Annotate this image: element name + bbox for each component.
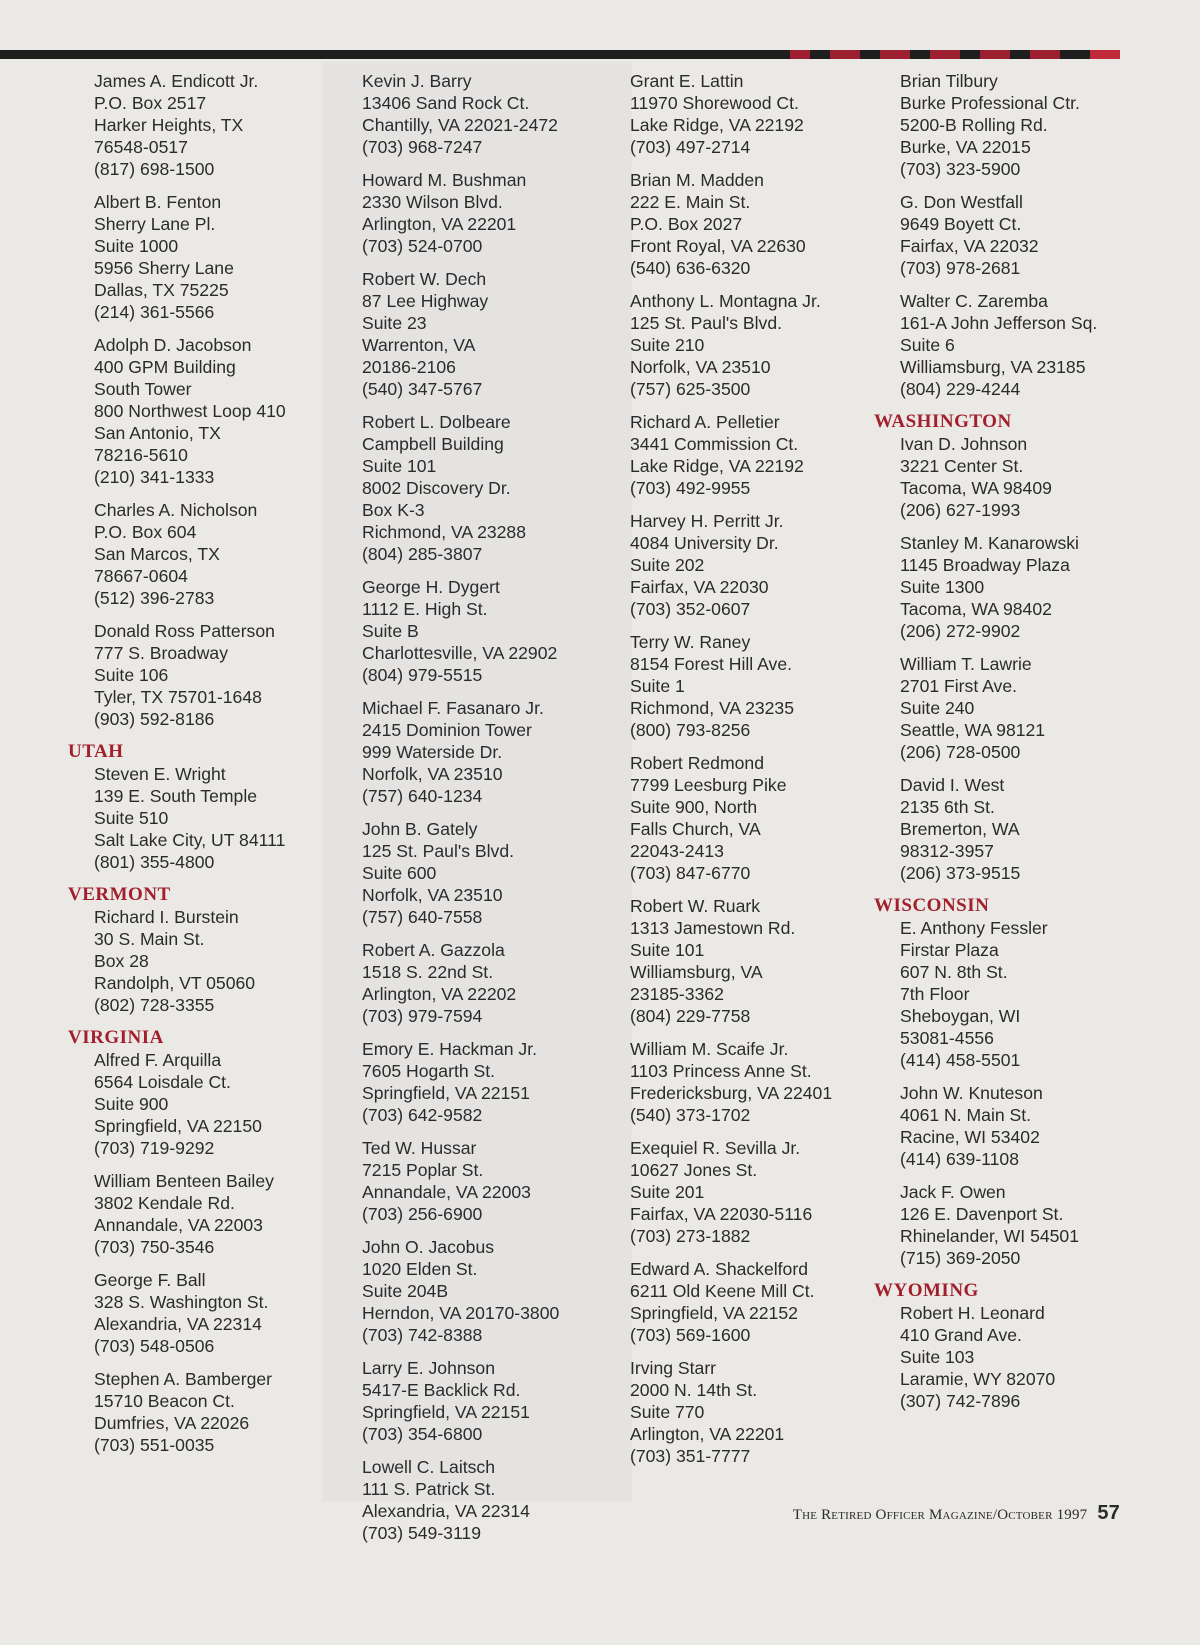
entry-name: Richard A. Pelletier [630,412,780,432]
entry-name: William T. Lawrie [900,654,1032,674]
entry-phone: (703) 256-6900 [362,1204,483,1224]
directory-entry [94,763,286,873]
directory-entry [630,1038,832,1126]
state-heading: UTAH [68,741,124,762]
directory-entry [630,1137,832,1247]
entry-name: Brian M. Madden [630,170,764,190]
entry-address-line: 139 E. South Temple [94,786,258,806]
entry-name: David I. West [900,775,1005,795]
entry-address-line: Sherry Lane Pl. [94,214,216,234]
entry-address-line: 2701 First Ave. [900,676,1018,696]
entry-name: Steven E. Wright [94,764,226,784]
entry-name: Emory E. Hackman Jr. [362,1039,538,1059]
entry-address-line: P.O. Box 604 [94,522,197,542]
entry-phone: (903) 592-8186 [94,709,215,729]
entry-address-line: Suite 1300 [900,577,985,597]
entry-name: Terry W. Raney [630,632,751,652]
entry-phone: (703) 352-0607 [630,599,751,619]
top-decorative-rule [0,50,1120,59]
entry-address-line: 78667-0604 [94,566,188,586]
entry-phone: (703) 719-9292 [94,1138,215,1158]
entry-address-line: Suite 240 [900,698,975,718]
entry-address-line: P.O. Box 2027 [630,214,743,234]
entry-name: Robert W. Ruark [630,896,761,916]
entry-phone: (703) 497-2714 [630,137,751,157]
entry-address-line: 53081-4556 [900,1028,994,1048]
entry-address-line: Arlington, VA 22201 [362,214,517,234]
entry-phone: (757) 625-3500 [630,379,751,399]
entry-name: Michael F. Fasanaro Jr. [362,698,544,718]
entry-address-line: 4084 University Dr. [630,533,779,553]
entry-address-line: Suite 900 [94,1094,169,1114]
entry-address-line: Box 28 [94,951,149,971]
entry-address-line: 410 Grand Ave. [900,1325,1022,1345]
entry-phone: (715) 369-2050 [900,1248,1021,1268]
entry-phone: (206) 373-9515 [900,863,1021,883]
entry-address-line: Suite 202 [630,555,705,575]
entry-address-line: Dumfries, VA 22026 [94,1413,250,1433]
entry-address-line: Suite 210 [630,335,705,355]
entry-address-line: Chantilly, VA 22021-2472 [362,115,558,135]
entry-address-line: Harker Heights, TX [94,115,244,135]
entry-address-line: 999 Waterside Dr. [362,742,503,762]
entry-address-line: Arlington, VA 22202 [362,984,517,1004]
entry-phone: (210) 341-1333 [94,467,215,487]
entry-name: Charles A. Nicholson [94,500,258,520]
entry-name: Albert B. Fenton [94,192,222,212]
entry-address-line: Annandale, VA 22003 [94,1215,263,1235]
entry-phone: (703) 742-8388 [362,1325,483,1345]
entry-address-line: Alexandria, VA 22314 [362,1501,530,1521]
entry-phone: (800) 793-8256 [630,720,751,740]
entry-address-line: Suite 204B [362,1281,449,1301]
entry-address-line: 9649 Boyett Ct. [900,214,1022,234]
entry-address-line: 5200-B Rolling Rd. [900,115,1048,135]
entry-phone: (307) 742-7896 [900,1391,1021,1411]
entry-address-line: Suite 510 [94,808,169,828]
entry-name: Lowell C. Laitsch [362,1457,495,1477]
state-heading: VIRGINIA [68,1027,164,1048]
entry-address-line: 1145 Broadway Plaza [900,555,1070,575]
entry-name: John W. Knuteson [900,1083,1043,1103]
entry-name: Robert H. Leonard [900,1303,1045,1323]
entry-name: Jack F. Owen [900,1182,1006,1202]
entry-address-line: Springfield, VA 22151 [362,1402,530,1422]
directory-entry [362,1038,559,1126]
directory-column-3 [630,70,832,1478]
entry-address-line: Springfield, VA 22152 [630,1303,798,1323]
page-footer [793,1502,1120,1525]
entry-address-line: Lake Ridge, VA 22192 [630,115,804,135]
entry-name: Robert L. Dolbeare [362,412,511,432]
entry-name: Anthony L. Montagna Jr. [630,291,821,311]
directory-entry [94,620,286,730]
directory-entry [630,1357,832,1467]
entry-address-line: San Marcos, TX [94,544,220,564]
entry-address-line: Norfolk, VA 23510 [630,357,771,377]
entry-name: Exequiel R. Sevilla Jr. [630,1138,801,1158]
entry-name: Donald Ross Patterson [94,621,275,641]
entry-address-line: Falls Church, VA [630,819,761,839]
entry-phone: (757) 640-1234 [362,786,483,806]
directory-entry [362,1456,559,1544]
entry-name: George F. Ball [94,1270,206,1290]
entry-phone: (540) 373-1702 [630,1105,751,1125]
entry-address-line: 6564 Loisdale Ct. [94,1072,231,1092]
entry-address-line: Suite 101 [630,940,705,960]
entry-address-line: Annandale, VA 22003 [362,1182,531,1202]
entry-address-line: Sheboygan, WI [900,1006,1021,1026]
entry-address-line: 111 S. Patrick St. [362,1479,496,1499]
entry-address-line: Fairfax, VA 22030 [630,577,769,597]
entry-phone: (703) 354-6800 [362,1424,483,1444]
directory-entry [630,1258,832,1346]
entry-name: John B. Gately [362,819,478,839]
directory-entry [94,334,286,488]
entry-address-line: 5417-E Backlick Rd. [362,1380,521,1400]
entry-address-line: 800 Northwest Loop 410 [94,401,286,421]
entry-address-line: San Antonio, TX [94,423,221,443]
entry-name: Stephen A. Bamberger [94,1369,273,1389]
entry-address-line: 78216-5610 [94,445,188,465]
entry-phone: (703) 978-2681 [900,258,1021,278]
entry-address-line: 20186-2106 [362,357,456,377]
entry-phone: (703) 492-9955 [630,478,751,498]
directory-entry [630,411,832,499]
directory-entry [630,895,832,1027]
entry-phone: (512) 396-2783 [94,588,215,608]
entry-address-line: Suite B [362,621,419,641]
entry-name: Larry E. Johnson [362,1358,496,1378]
entry-address-line: Springfield, VA 22151 [362,1083,530,1103]
entry-address-line: Suite 770 [630,1402,705,1422]
entry-address-line: 328 S. Washington St. [94,1292,269,1312]
entry-address-line: 126 E. Davenport St. [900,1204,1064,1224]
entry-address-line: 7605 Hogarth St. [362,1061,496,1081]
entry-name: William Benteen Bailey [94,1171,274,1191]
entry-address-line: Suite 106 [94,665,169,685]
entry-address-line: Burke Professional Ctr. [900,93,1080,113]
entry-address-line: Front Royal, VA 22630 [630,236,806,256]
entry-name: Irving Starr [630,1358,717,1378]
entry-address-line: 8002 Discovery Dr. [362,478,511,498]
entry-phone: (817) 698-1500 [94,159,215,179]
directory-entry [630,631,832,741]
entry-address-line: Tacoma, WA 98409 [900,478,1052,498]
entry-phone: (804) 229-7758 [630,1006,751,1026]
directory-entry [362,1357,559,1445]
directory-entry [630,752,832,884]
entry-address-line: Bremerton, WA [900,819,1020,839]
entry-address-line: 607 N. 8th St. [900,962,1008,982]
entry-address-line: 87 Lee Highway [362,291,489,311]
entry-address-line: Racine, WI 53402 [900,1127,1040,1147]
entry-address-line: 777 S. Broadway [94,643,228,663]
entry-address-line: Lake Ridge, VA 22192 [630,456,804,476]
entry-phone: (214) 361-5566 [94,302,215,322]
entry-address-line: Springfield, VA 22150 [94,1116,262,1136]
entry-address-line: 7th Floor [900,984,970,1004]
entry-address-line: 3802 Kendale Rd. [94,1193,235,1213]
entry-address-line: 2415 Dominion Tower [362,720,532,740]
entry-address-line: Richmond, VA 23235 [630,698,794,718]
entry-phone: (703) 642-9582 [362,1105,483,1125]
entry-address-line: 125 St. Paul's Blvd. [362,841,515,861]
entry-phone: (801) 355-4800 [94,852,215,872]
entry-address-line: Suite 6 [900,335,955,355]
entry-name: John O. Jacobus [362,1237,495,1257]
entry-address-line: Box K-3 [362,500,425,520]
directory-entry [94,906,286,1016]
entry-address-line: 30 S. Main St. [94,929,205,949]
entry-address-line: Herndon, VA 20170-3800 [362,1303,560,1323]
entry-address-line: 1313 Jamestown Rd. [630,918,796,938]
entry-name: Robert Redmond [630,753,764,773]
directory-entry [630,290,832,400]
entry-phone: (206) 728-0500 [900,742,1021,762]
directory-entry [362,697,559,807]
entry-address-line: 6211 Old Keene Mill Ct. [630,1281,815,1301]
entry-name: Grant E. Lattin [630,71,744,91]
entry-address-line: 4061 N. Main St. [900,1105,1032,1125]
entry-name: Adolph D. Jacobson [94,335,252,355]
directory-entry [94,1269,286,1357]
entry-name: William M. Scaife Jr. [630,1039,789,1059]
entry-name: George H. Dygert [362,577,500,597]
page-number: 57 [1097,1502,1120,1524]
entry-phone: (703) 549-3119 [362,1523,482,1543]
entry-name: Kevin J. Barry [362,71,472,91]
directory-entry [630,510,832,620]
directory-entry [900,1302,1097,1412]
entry-address-line: 11970 Shorewood Ct. [630,93,799,113]
directory-entry [362,70,559,158]
entry-address-line: 7799 Leesburg Pike [630,775,787,795]
entry-address-line: Salt Lake City, UT 84111 [94,830,286,850]
entry-name: Alfred F. Arquilla [94,1050,222,1070]
entry-address-line: 2330 Wilson Blvd. [362,192,503,212]
directory-entry [94,191,286,323]
entry-name: Ivan D. Johnson [900,434,1028,454]
entry-name: James A. Endicott Jr. [94,71,259,91]
entry-address-line: Laramie, WY 82070 [900,1369,1056,1389]
directory-entry [900,1181,1097,1269]
entry-address-line: 3221 Center St. [900,456,1024,476]
entry-address-line: 23185-3362 [630,984,724,1004]
directory-entry [362,1236,559,1346]
state-heading: VERMONT [68,884,171,905]
entry-phone: (206) 272-9902 [900,621,1021,641]
directory-entry [94,499,286,609]
entry-address-line: Tyler, TX 75701-1648 [94,687,262,707]
entry-phone: (414) 458-5501 [900,1050,1021,1070]
entry-phone: (703) 979-7594 [362,1006,483,1026]
entry-address-line: 3441 Commission Ct. [630,434,799,454]
entry-address-line: P.O. Box 2517 [94,93,207,113]
directory-entry [630,169,832,279]
entry-address-line: Burke, VA 22015 [900,137,1031,157]
directory-entry [94,1170,286,1258]
entry-phone: (703) 750-3546 [94,1237,215,1257]
entry-address-line: 98312-3957 [900,841,994,861]
entry-phone: (703) 548-0506 [94,1336,215,1356]
directory-entry [900,917,1097,1071]
entry-address-line: 76548-0517 [94,137,188,157]
directory-entry [362,1137,559,1225]
entry-address-line: Fairfax, VA 22030-5116 [630,1204,813,1224]
entry-name: Edward A. Shackelford [630,1259,808,1279]
entry-address-line: Arlington, VA 22201 [630,1424,785,1444]
entry-address-line: 222 E. Main St. [630,192,751,212]
entry-phone: (703) 351-7777 [630,1446,751,1466]
entry-address-line: 5956 Sherry Lane [94,258,234,278]
directory-entry [362,411,559,565]
entry-address-line: Suite 600 [362,863,437,883]
directory-entry [362,818,559,928]
entry-name: Harvey H. Perritt Jr. [630,511,784,531]
entry-address-line: Suite 23 [362,313,427,333]
entry-address-line: 161-A John Jefferson Sq. [900,313,1098,333]
entry-name: E. Anthony Fessler [900,918,1048,938]
entry-name: Stanley M. Kanarowski [900,533,1079,553]
entry-address-line: Suite 900, North [630,797,758,817]
entry-address-line: Fairfax, VA 22032 [900,236,1039,256]
directory-entry [362,576,559,686]
entry-phone: (757) 640-7558 [362,907,483,927]
state-heading: WYOMING [874,1280,979,1301]
entry-address-line: Suite 201 [630,1182,705,1202]
entry-address-line: Dallas, TX 75225 [94,280,229,300]
directory-entry [362,939,559,1027]
entry-address-line: Williamsburg, VA 23185 [900,357,1086,377]
entry-phone: (206) 627-1993 [900,500,1021,520]
entry-name: Richard I. Burstein [94,907,239,927]
entry-address-line: Suite 101 [362,456,437,476]
entry-address-line: 1518 S. 22nd St. [362,962,494,982]
entry-address-line: Tacoma, WA 98402 [900,599,1052,619]
entry-address-line: Charlottesville, VA 22902 [362,643,558,663]
directory-column-1 [68,70,286,1467]
entry-phone: (703) 524-0700 [362,236,483,256]
entry-phone: (703) 569-1600 [630,1325,751,1345]
directory-entry [94,70,286,180]
entry-address-line: Randolph, VT 05060 [94,973,256,993]
entry-name: G. Don Westfall [900,192,1023,212]
entry-address-line: 1103 Princess Anne St. [630,1061,812,1081]
entry-address-line: Fredericksburg, VA 22401 [630,1083,833,1103]
entry-name: Howard M. Bushman [362,170,527,190]
directory-entry [900,1082,1097,1170]
directory-entry [900,653,1097,763]
entry-address-line: Suite 1 [630,676,685,696]
entry-phone: (540) 636-6320 [630,258,751,278]
state-heading: WASHINGTON [874,411,1012,432]
publication-title: The Retired Officer Magazine/October 1997 [792,1507,1088,1523]
entry-phone: (804) 285-3807 [362,544,483,564]
directory-entry [900,774,1097,884]
directory-entry [900,70,1097,180]
entry-address-line: Suite 103 [900,1347,975,1367]
entry-phone: (703) 323-5900 [900,159,1021,179]
entry-name: Walter C. Zaremba [900,291,1048,311]
entry-name: Robert W. Dech [362,269,487,289]
entry-name: Ted W. Hussar [362,1138,477,1158]
directory-entry [362,169,559,257]
entry-address-line: 1020 Elden St. [362,1259,478,1279]
entry-phone: (703) 968-7247 [362,137,483,157]
directory-entry [900,191,1097,279]
directory-entry [362,268,559,400]
entry-address-line: 7215 Poplar St. [362,1160,484,1180]
directory-entry [94,1368,286,1456]
entry-address-line: Norfolk, VA 23510 [362,885,503,905]
entry-address-line: Suite 1000 [94,236,179,256]
entry-phone: (703) 273-1882 [630,1226,751,1246]
entry-address-line: Williamsburg, VA [630,962,763,982]
entry-address-line: 15710 Beacon Ct. [94,1391,235,1411]
entry-name: Brian Tilbury [900,71,998,91]
entry-address-line: Warrenton, VA [362,335,476,355]
entry-phone: (703) 847-6770 [630,863,751,883]
entry-phone: (804) 229-4244 [900,379,1021,399]
entry-address-line: South Tower [94,379,192,399]
entry-address-line: Rhinelander, WI 54501 [900,1226,1079,1246]
entry-address-line: Firstar Plaza [900,940,999,960]
directory-entry [900,290,1097,400]
entry-address-line: 400 GPM Building [94,357,236,377]
directory-entry [900,433,1097,521]
entry-name: Robert A. Gazzola [362,940,505,960]
directory-column-2 [362,70,559,1555]
entry-address-line: Norfolk, VA 23510 [362,764,503,784]
entry-address-line: 13406 Sand Rock Ct. [362,93,530,113]
directory-entry [900,532,1097,642]
entry-address-line: 2135 6th St. [900,797,995,817]
entry-address-line: 8154 Forest Hill Ave. [630,654,793,674]
entry-address-line: Campbell Building [362,434,504,454]
entry-phone: (804) 979-5515 [362,665,483,685]
directory-entry [630,70,832,158]
entry-address-line: Alexandria, VA 22314 [94,1314,262,1334]
entry-address-line: Richmond, VA 23288 [362,522,526,542]
entry-phone: (540) 347-5767 [362,379,483,399]
entry-address-line: 10627 Jones St. [630,1160,758,1180]
entry-phone: (802) 728-3355 [94,995,215,1015]
entry-phone: (703) 551-0035 [94,1435,215,1455]
directory-column-4 [874,70,1098,1423]
entry-address-line: 1112 E. High St. [362,599,488,619]
entry-address-line: Seattle, WA 98121 [900,720,1046,740]
entry-phone: (414) 639-1108 [900,1149,1020,1169]
entry-address-line: 2000 N. 14th St. [630,1380,758,1400]
state-heading: WISCONSIN [874,895,990,916]
entry-address-line: 22043-2413 [630,841,724,861]
entry-address-line: 125 St. Paul's Blvd. [630,313,783,333]
directory-entry [94,1049,286,1159]
